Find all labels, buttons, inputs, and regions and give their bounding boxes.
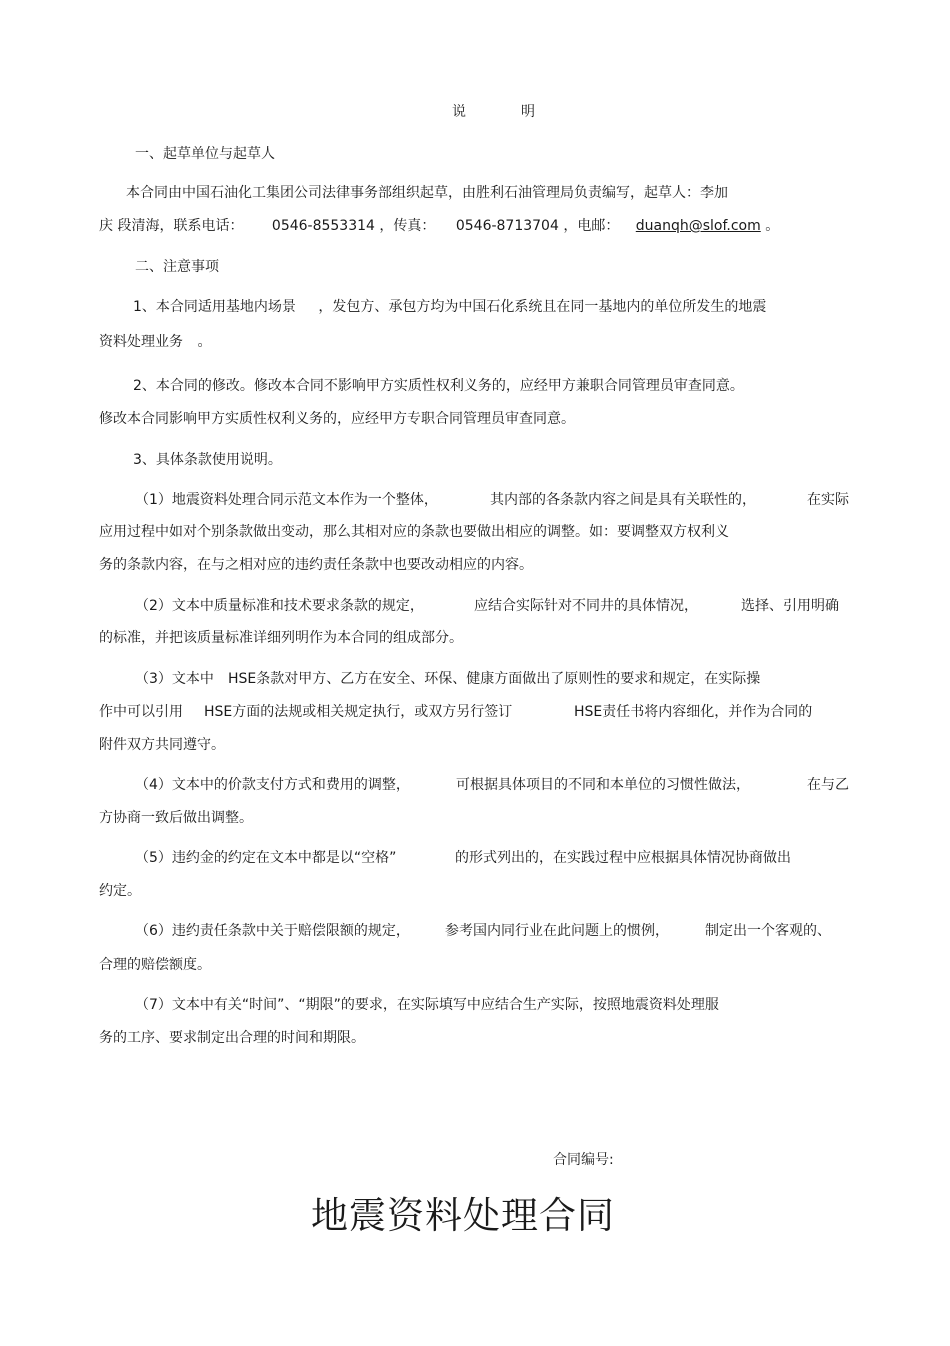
p2-line1-c: 选择、引用明确 <box>741 598 839 614</box>
item1-part-b: ，发包方、承包方均为中国石化系统且在同一基地内的单位所发生的地震 <box>318 299 767 315</box>
p1-line1-c: 在实际 <box>807 492 849 508</box>
p3-line2-c: HSE责任书将内容细化，并作为合同的 <box>574 704 813 720</box>
p6-line1-c: 制定出一个客观的、 <box>705 923 831 939</box>
contract-number-label: 合同编号: <box>553 1152 614 1168</box>
p3-line1-a: （3）文本中 <box>135 671 214 687</box>
item1-line2 <box>99 333 211 351</box>
p6-line1-b: 参考国内同行业在此问题上的惯例， <box>445 923 669 939</box>
item2-line2: 修改本合同影响甲方实质性权利义务的，应经甲方专职合同管理员审查同意。 <box>99 411 575 427</box>
section1-heading: 一、起草单位与起草人 <box>135 146 275 162</box>
item1-part-d: 。 <box>197 334 212 350</box>
email-label: ，电邮： <box>563 218 620 234</box>
p3-line2-b: HSE方面的法规或相关规定执行，或双方另行签订 <box>204 704 513 720</box>
page-title-right: 明 <box>521 104 535 120</box>
page-title-left: 说 <box>452 104 466 120</box>
p6-line1-a: （6）违约责任条款中关于赔偿限额的规定， <box>135 923 410 939</box>
section2-heading: 二、注意事项 <box>135 259 219 275</box>
p1-line3: 务的条款内容，在与之相对应的违约责任条款中也要改动相应的内容。 <box>99 557 533 573</box>
p4-line1-a: （4）文本中的价款支付方式和费用的调整， <box>135 777 410 793</box>
p2-line1-a: （2）文本中质量标准和技术要求条款的规定， <box>135 598 424 614</box>
p1-line1-b: 其内部的各条款内容之间是具有关联性的， <box>490 492 756 508</box>
line-end: 。 <box>765 218 780 234</box>
email-link[interactable]: duanqh@slof.com <box>635 218 761 234</box>
item1-part-a: 1、本合同适用基地内场景 <box>133 299 296 315</box>
item1-line1 <box>133 298 766 316</box>
p1-line1-a: （1）地震资料处理合同示范文本作为一个整体， <box>135 492 438 508</box>
p7-line1: （7）文本中有关“时间”、“期限”的要求，在实际填写中应结合生产实际，按照地震资料处理服 <box>135 997 719 1013</box>
section1-line2 <box>99 217 779 235</box>
item1-part-c: 资料处理业务 <box>99 334 183 350</box>
section1-line1: 本合同由中国石油化工集团公司法律事务部组织起草，由胜利石油管理局负责编写，起草人：李加 <box>126 185 728 201</box>
p3-line2-a: 作中可以引用 <box>99 704 183 720</box>
p5-line2: 约定。 <box>99 883 141 899</box>
p1-line2: 应用过程中如对个别条款做出变动，那么其相对应的条款也要做出相应的调整。如：要调整双方权利义 <box>99 524 729 540</box>
p2-line2: 的标准，并把该质量标准详细列明作为本合同的组成部分。 <box>99 630 463 646</box>
phone-number: 0546-8553314 <box>271 218 375 234</box>
fax-label: ，传真： <box>379 218 436 234</box>
p6-line2: 合理的赔偿额度。 <box>99 957 211 973</box>
item2-line1: 2、本合同的修改。修改本合同不影响甲方实质性权利义务的，应经甲方兼职合同管理员审查同意。 <box>133 378 744 394</box>
p3-line3: 附件双方共同遵守。 <box>99 737 225 753</box>
p4-line1-b: 可根据具体项目的不同和本单位的习惯性做法， <box>456 777 750 793</box>
p3-line1-b: HSE条款对甲方、乙方在安全、环保、健康方面做出了原则性的要求和规定，在实际操 <box>228 671 761 687</box>
fax-number: 0546-8713704 <box>455 218 559 234</box>
item3-heading: 3、具体条款使用说明。 <box>133 452 282 468</box>
p7-line2: 务的工序、要求制定出合理的时间和期限。 <box>99 1030 365 1046</box>
p4-line1-c: 在与乙 <box>807 777 849 793</box>
p2-line1-b: 应结合实际针对不同井的具体情况， <box>474 598 698 614</box>
p5-line1-a: （5）违约金的约定在文本中都是以“空格” <box>135 850 397 866</box>
p4-line2: 方协商一致后做出调整。 <box>99 810 253 826</box>
contract-title: 地震资料处理合同 <box>311 1194 615 1237</box>
contact-label: 庆 段清海，联系电话： <box>99 218 244 234</box>
p5-line1-b: 的形式列出的，在实践过程中应根据具体情况协商做出 <box>455 850 791 866</box>
